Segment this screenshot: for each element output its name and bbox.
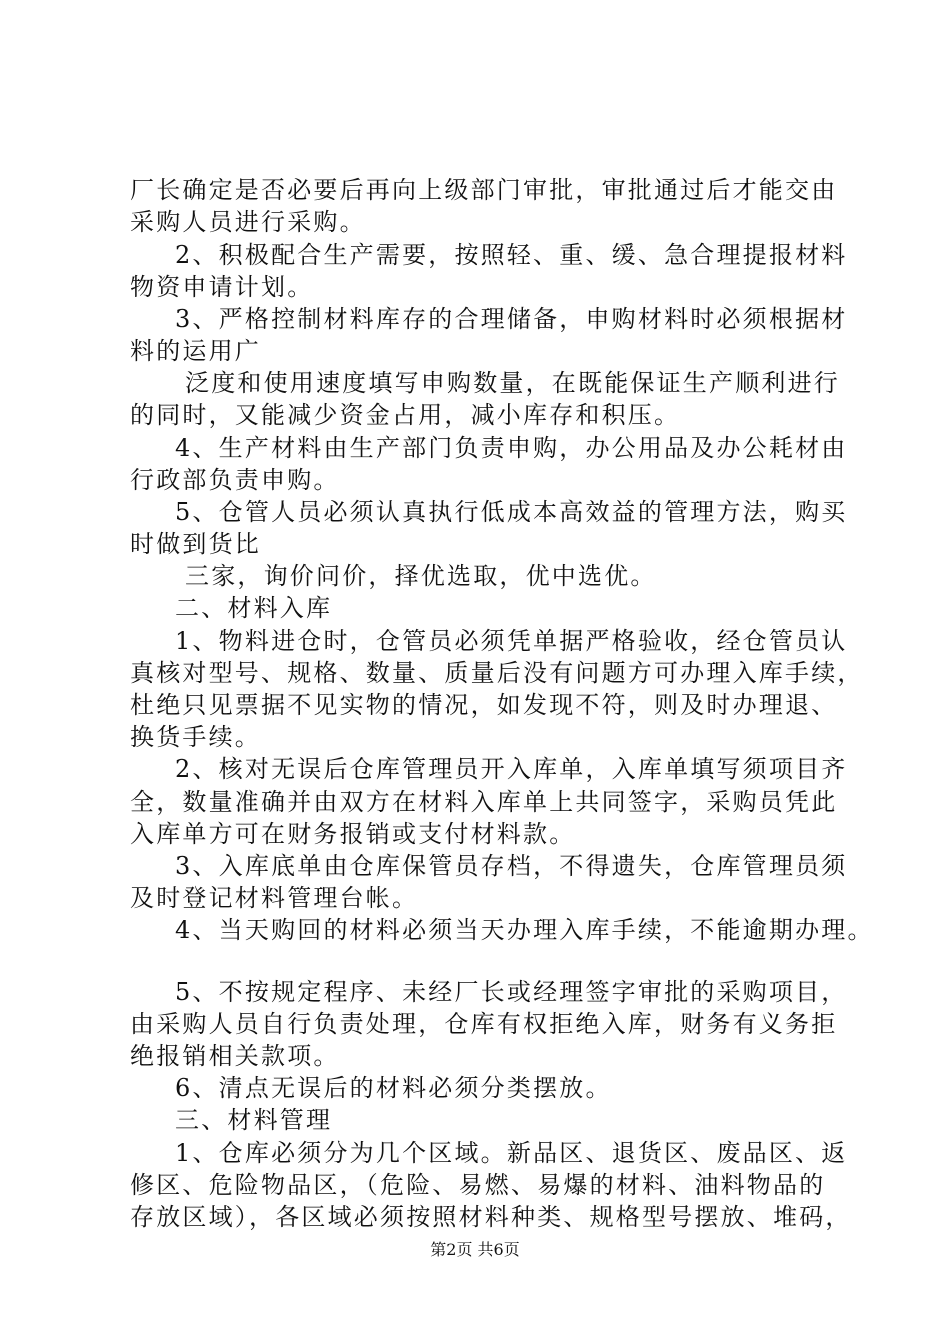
text-line: 1、物料进仓时，仓管员必须凭单据严格验收，经仓管员认	[175, 627, 848, 655]
text-line: 时做到货比	[130, 530, 261, 558]
text-line: 由采购人员自行负责处理，仓库有权拒绝入库，财务有义务拒	[130, 1010, 838, 1038]
text-line: 5、不按规定程序、未经厂长或经理签字审批的采购项目，	[175, 978, 848, 1006]
text-line: 厂长确定是否必要后再向上级部门审批，审批通过后才能交由	[130, 176, 838, 204]
text-line: 的同时，又能减少资金占用，减小库存和积压。	[130, 401, 681, 429]
text-line: 采购人员进行采购。	[130, 208, 366, 236]
text-line: 3、严格控制材料库存的合理储备，申购材料时必须根据材	[175, 305, 848, 333]
text-line: 全，数量准确并由双方在材料入库单上共同签字，采购员凭此	[130, 788, 838, 816]
text-line: 真核对型号、规格、数量、质量后没有问题方可办理入库手续，	[130, 659, 864, 687]
text-line: 及时登记材料管理台帐。	[130, 884, 419, 912]
text-line: 料的运用广	[130, 337, 261, 365]
text-line: 3、入库底单由仓库保管员存档，不得遗失，仓库管理员须	[175, 852, 848, 880]
text-line: 泛度和使用速度填写申购数量，在既能保证生产顺利进行	[185, 369, 840, 397]
text-line: 4、生产材料由生产部门负责申购，办公用品及办公耗材由	[175, 434, 848, 462]
text-line: 4、当天购回的材料必须当天办理入库手续，不能逾期办理。	[175, 916, 874, 944]
text-line: 存放区域），各区域必须按照材料种类、规格型号摆放、堆码，	[130, 1203, 852, 1231]
text-line: 杜绝只见票据不见实物的情况，如发现不符，则及时办理退、	[130, 691, 838, 719]
text-line: 1、仓库必须分为几个区域。新品区、退货区、废品区、返	[175, 1139, 848, 1167]
text-line: 物资申请计划。	[130, 273, 314, 301]
text-line: 换货手续。	[130, 723, 261, 751]
text-line: 6、清点无误后的材料必须分类摆放。	[175, 1074, 612, 1102]
page-number-footer: 第2页 共6页	[430, 1240, 520, 1259]
text-line: 入库单方可在财务报销或支付材料款。	[130, 820, 576, 848]
text-line: 修区、危险物品区，（危险、易燃、易爆的材料、油料物品的	[130, 1171, 826, 1199]
text-line: 2、积极配合生产需要，按照轻、重、缓、急合理提报材料	[175, 241, 848, 269]
text-line: 行政部负责申购。	[130, 466, 340, 494]
text-line: 2、核对无误后仓库管理员开入库单，入库单填写须项目齐	[175, 755, 848, 783]
section-heading: 三、材料管理	[175, 1106, 333, 1134]
text-line: 5、仓管人员必须认真执行低成本高效益的管理方法，购买	[175, 498, 848, 526]
section-heading: 二、材料入库	[175, 594, 333, 622]
text-line: 三家，询价问价，择优选取，优中选优。	[185, 562, 657, 590]
text-line: 绝报销相关款项。	[130, 1042, 340, 1070]
